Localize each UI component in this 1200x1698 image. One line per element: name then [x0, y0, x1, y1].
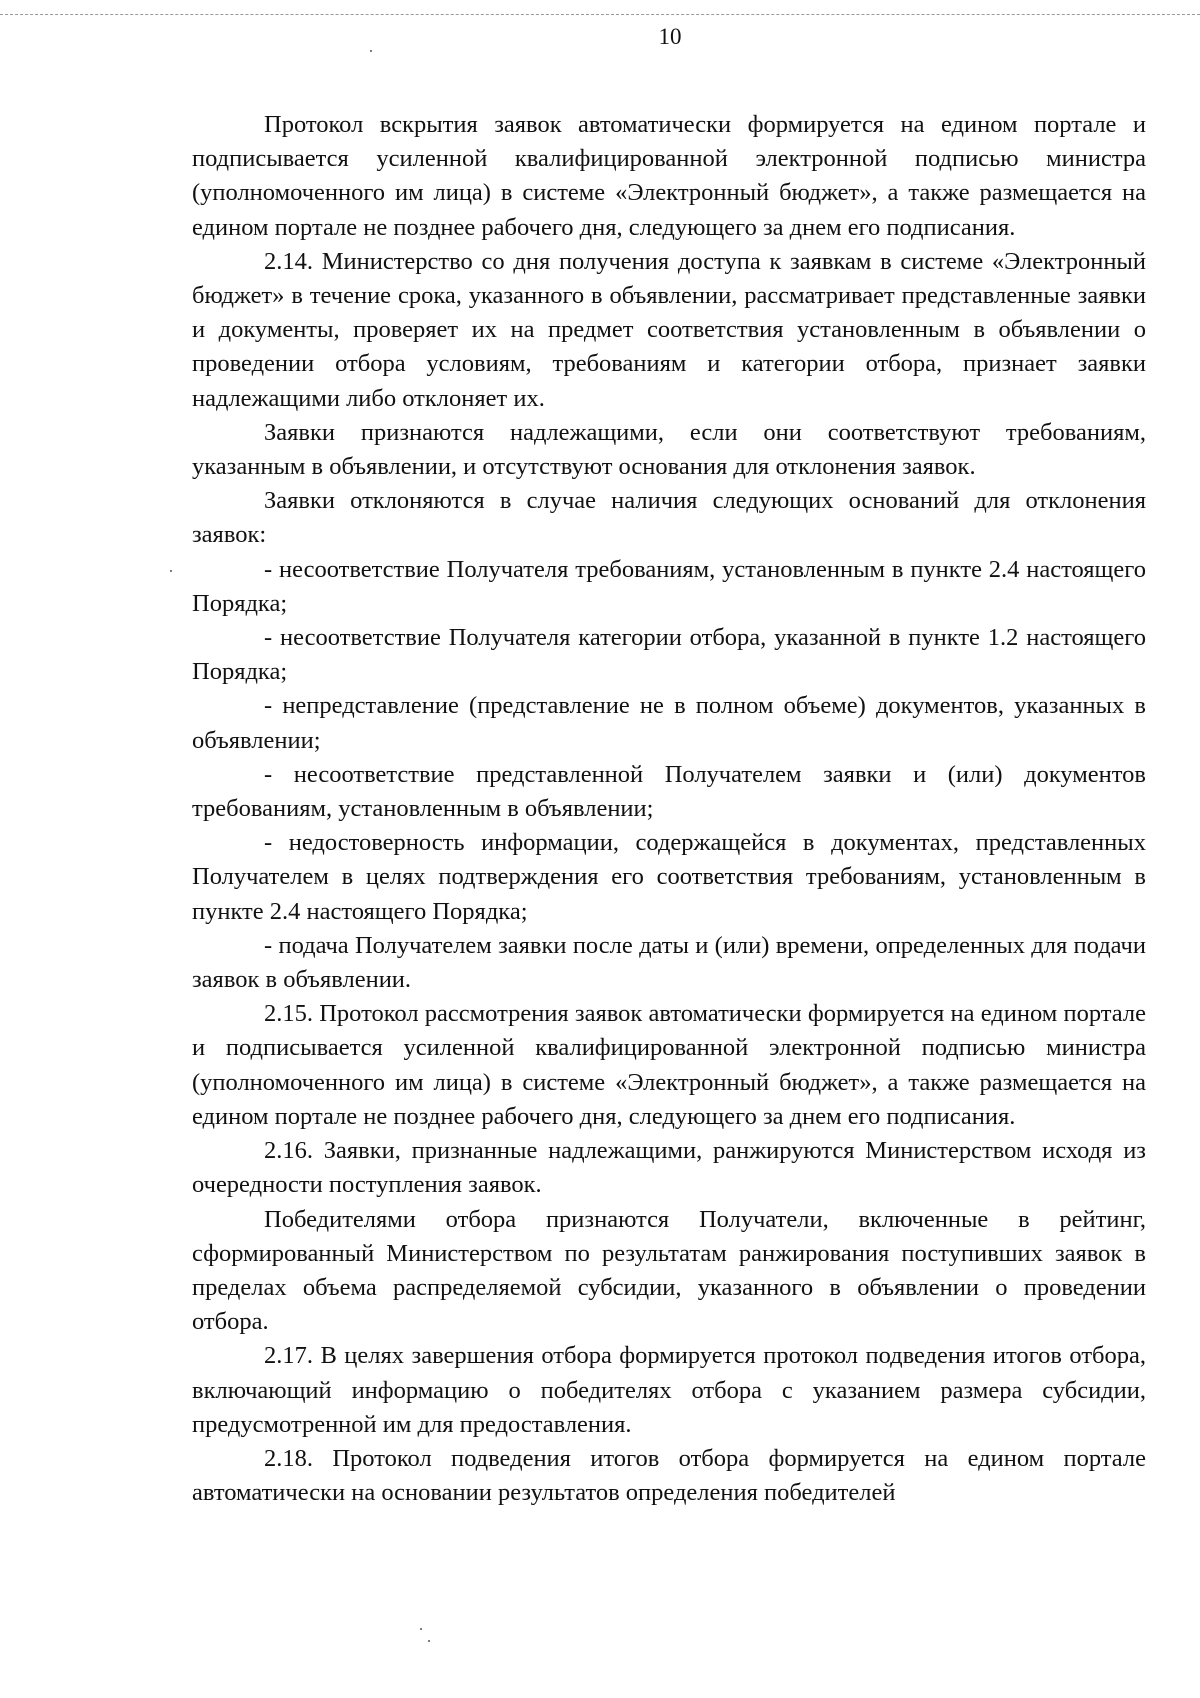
list-item: - несоответствие Получателя категории отбора, указанной в пункте 1.2 настоящего Порядка;: [192, 624, 1146, 686]
paragraph-2-16: 2.16. Заявки, признанные надлежащими, ранжируются Министерством исходя из очередности поступления заявок.: [192, 1137, 1146, 1199]
paragraph-2-14: 2.14. Министерство со дня получения доступа к заявкам в системе «Электронный бюджет» в течение срока, указанного в объявлении, рассматривает представленные заявки и документы, проверяет их на предмет соответствия установленным в объявлении о проведении отбора условиям, требованиям и категории отбора, признает заявки надлежащими либо отклоняет их.: [192, 247, 1146, 412]
paragraph-proper-applications: Заявки признаются надлежащими, если они соответствуют требованиям, указанным в объявлении, и отсутствуют основания для отклонения заявок.: [192, 418, 1146, 481]
paragraph-winners: Победителями отбора признаются Получатели, включенные в рейтинг, сформированный Министерством по результатам ранжирования поступивших заявок в пределах объема распределяемой субсидии, указанного в объявлении о проведении отбора.: [192, 1205, 1146, 1336]
scan-speck: [420, 1628, 422, 1630]
scan-speck: [428, 1640, 430, 1642]
paragraph-protocol-opening: Протокол вскрытия заявок автоматически формируется на едином портале и подписывается усиленной квалифицированной электронной подписью министра (уполномоченного им лица) в системе «Электронный бюджет», а также размещается на едином портале не позднее рабочего дня, следующего за днем его подписания.: [192, 111, 1146, 241]
paragraph-2-18: 2.18. Протокол подведения итогов отбора формируется на едином портале автоматически на основании результатов определения победителей: [192, 1444, 1146, 1507]
document-body: [192, 108, 1146, 1510]
list-item: - недостоверность информации, содержащейся в документах, представленных Получателем в целях подтверждения его соответствия требованиям, установленным в пункте 2.4 настоящего Порядка;: [192, 829, 1146, 925]
paragraph-rejection-grounds: Заявки отклоняются в случае наличия следующих оснований для отклонения заявок:: [192, 487, 1146, 549]
list-item: - несоответствие Получателя требованиям, установленным в пункте 2.4 настоящего Порядка;: [192, 555, 1146, 617]
scan-edge: [0, 14, 1200, 19]
page-number: 10: [658, 24, 682, 49]
paragraph-2-15: 2.15. Протокол рассмотрения заявок автоматически формируется на едином портале и подписывается усиленной квалифицированной электронной подписью министра (уполномоченного им лица) в системе «Электронный бюджет», а также размещается на едином портале не позднее рабочего дня, следующего за днем его подписания.: [192, 1000, 1146, 1130]
list-item: - несоответствие представленной Получателем заявки и (или) документов требованиям, установленным в объявлении;: [192, 760, 1146, 823]
paragraph-2-17: 2.17. В целях завершения отбора формируется протокол подведения итогов отбора, включающий информацию о победителях отбора с указанием размера субсидии, предусмотренной им для предоставления.: [192, 1342, 1146, 1438]
scan-speck: [170, 570, 172, 572]
scan-speck: [370, 50, 372, 52]
list-item: - непредставление (представление не в полном объеме) документов, указанных в объявлении;: [192, 692, 1146, 754]
list-item: - подача Получателем заявки после даты и (или) времени, определенных для подачи заявок в объявлении.: [192, 931, 1146, 994]
